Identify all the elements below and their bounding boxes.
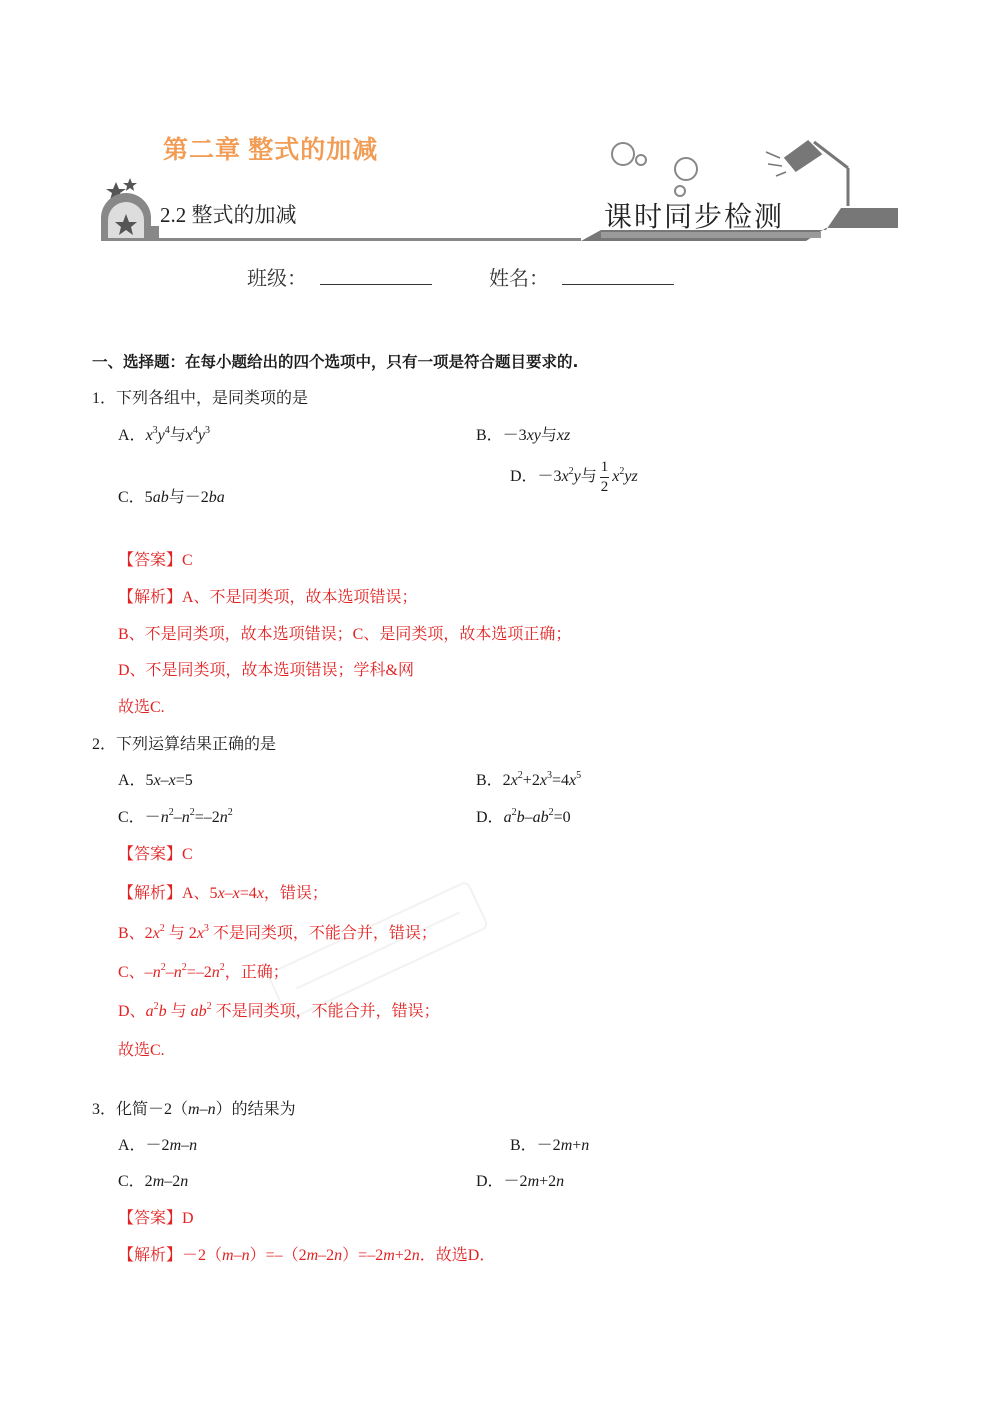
q3-option-b: B．－2m+n <box>510 1137 590 1154</box>
section-heading: 一、选择题：在每小题给出的四个选项中，只有一项是符合题目要求的. <box>92 353 579 371</box>
q1-option-c: C．5ab与－2ba <box>118 489 225 506</box>
q1-option-d: D．$-3x^2y$与 $\frac{1}{2}$ $x^2yz$ <box>510 459 638 495</box>
bubbles-icon <box>612 143 697 196</box>
q3-option-c: C．2m–2n <box>118 1173 189 1190</box>
q3-analysis: 【解析】－2（m–n）=–（2m–2n）=–2m+2n．故选D． <box>118 1247 496 1264</box>
q2-stem: 2．下列运算结果正确的是 <box>92 736 277 753</box>
q2-analysis: 【解析】A、5x–x=4x，错误； <box>118 885 328 902</box>
q1-option-b: B．－3xy与xz <box>476 427 571 444</box>
brand-text: 课时同步检测 <box>604 202 785 233</box>
q3-answer: 【答案】D <box>118 1210 194 1227</box>
fraction: $\frac{1}{2}$ <box>600 459 609 495</box>
q2-option-a: A．5x–x=5 <box>118 772 193 789</box>
q2-option-c: C．$-n^2-n^2=-2n^2$ <box>118 807 233 826</box>
q1-analysis: 【解析】A、不是同类项，故本选项错误； <box>118 589 418 606</box>
badge-icon <box>101 193 159 240</box>
q2-option-d: D．$a^2b-ab^2=0$ <box>476 807 571 826</box>
q2-answer: 【答案】C <box>118 846 193 863</box>
q3-option-a: A．－2m–n <box>118 1137 198 1154</box>
q1-analysis: D、不是同类项，故本选项错误；学科&网 <box>118 662 415 679</box>
q1-analysis: B、不是同类项，故本选项错误；C、是同类项，故本选项正确； <box>118 626 572 643</box>
option-label: A． <box>118 427 146 444</box>
banner-rule <box>101 238 581 241</box>
chapter-title: 第二章 整式的加减 <box>163 137 379 164</box>
q2-option-b: B．$2x^2+2x^3=4x^5$ <box>476 770 582 789</box>
q3-option-d: D．－2m+2n <box>476 1173 565 1190</box>
class-label: 班级： <box>247 266 307 290</box>
q1-analysis: 故选C. <box>118 699 165 716</box>
q2-analysis: 故选C. <box>118 1042 165 1059</box>
q1-stem: 1．下列各组中，是同类项的是 <box>92 390 309 407</box>
q2-analysis: B、$2x^2$ 与 $2x^3$ 不是同类项，不能合并，错误； <box>118 923 437 942</box>
class-field[interactable] <box>320 284 432 285</box>
watermark <box>230 880 530 1030</box>
q3-stem: 3．化简－2（m–n）的结果为 <box>92 1101 296 1118</box>
section-title: 2.2 整式的加减 <box>160 203 297 227</box>
q2-analysis: C、$-n^2-n^2=-2n^2$，正确； <box>118 962 289 981</box>
name-label: 姓名： <box>489 266 549 290</box>
name-field[interactable] <box>562 284 674 285</box>
q1-option-a: A．$x^3y^4$与$x^4y^3$ <box>118 425 211 444</box>
q1-answer: 【答案】C <box>118 552 193 569</box>
q2-analysis: D、$a^2b$ 与 $ab^2$ 不是同类项，不能合并，错误； <box>118 1001 440 1020</box>
